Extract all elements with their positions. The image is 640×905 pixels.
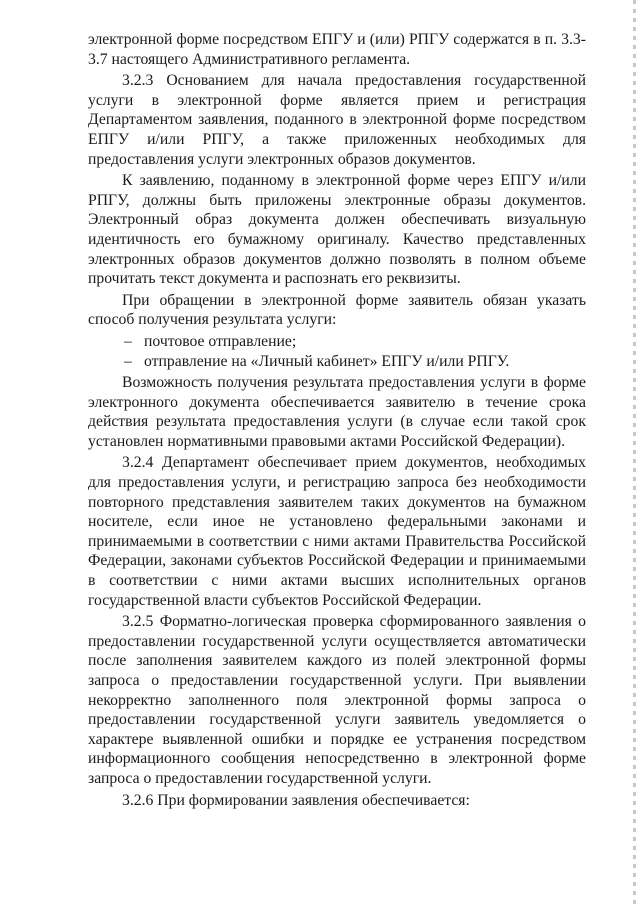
list-item [88,332,586,352]
list-item-text: отправление на «Личный кабинет» ЕПГУ и/или РПГУ. [144,352,510,370]
paragraph-electronic-result: Возможность получения результата предоставления услуги в форме электронного документа обеспечивается заявителю в течение срока действия результата предоставления услуги (в случае если такой срок установлен нормативными правовыми актами Российской Федерации). [88,374,586,450]
paragraph-3-2-5: 3.2.5 Форматно-логическая проверка сформированного заявления о предоставлении государственной услуги осуществляется автоматически после заполнения заявителем каждого из полей электронной формы запроса о предоставлении государственной услуги. При выявлении некорректно заполненного поля электронной формы запроса о предоставлении государственной услуги заявитель уведомляется о характере выявленной ошибки и порядке ее устранения посредством информационного сообщения непосредственно в электронной форме запроса о предоставлении государственной услуги. [88,613,586,787]
paragraph-attachments: К заявлению, поданному в электронной форме через ЕПГУ и/или РПГУ, должны быть приложены электронные образы документов. Электронный образ документа должен обеспечивать визуальную идентичность его бумажному оригиналу. Качество представленных электронных образов документов должно позволять в полном объеме прочитать текст документа и распознать его реквизиты. [88,172,586,288]
list-item [88,352,586,372]
paragraph-3-2-3: 3.2.3 Основанием для начала предоставления государственной услуги в электронной форме является прием и регистрация Департаментом заявления, поданного в электронной форме посредством ЕПГУ и/или РПГУ, а также приложенных необходимых для предоставления услуги электронных образов документов. [88,72,586,168]
list-dash: – [124,332,132,350]
document-body [88,30,586,810]
paragraph-result-method: При обращении в электронной форме заявитель обязан указать способ получения результата услуги: [88,291,586,329]
scan-edge-marks [633,0,636,905]
paragraph-3-2-6: 3.2.6 При формировании заявления обеспечивается: [122,791,470,809]
paragraph-continuation: электронной форме посредством ЕПГУ и (или) РПГУ содержатся в п. 3.3-3.7 настоящего Административного регламента. [88,31,586,68]
paragraph-3-2-4: 3.2.4 Департамент обеспечивает прием документов, необходимых для предоставления услуги, и регистрацию запроса без необходимости повторного представления заявителем таких документов на бумажном носителе, если иное не установлено федеральными законами и принимаемыми в соответствии с ними актами Правительства Российской Федерации, законами субъектов Российской Федерации и принимаемыми в соответствии с ними актами высших исполнительных органов государственной власти субъектов Российской Федерации. [88,454,586,609]
list-dash: – [124,352,132,370]
list-item-text: почтовое отправление; [144,332,297,350]
